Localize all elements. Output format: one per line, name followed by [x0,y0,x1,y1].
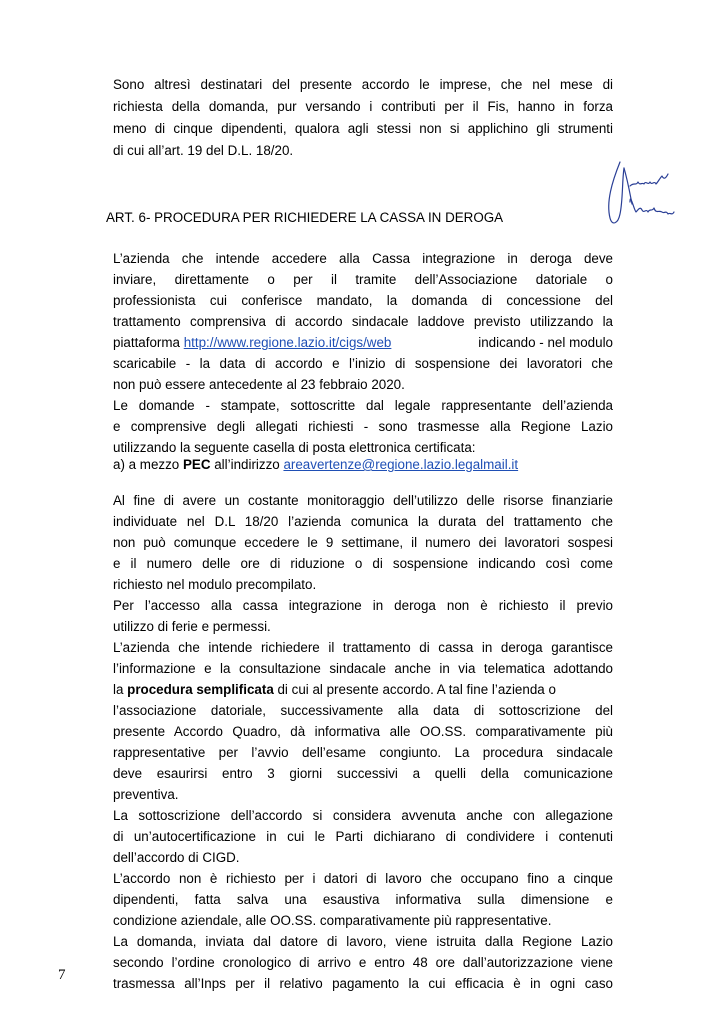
text-line: condizione aziendale, alle OO.SS. comparativamente più rappresentative. [113,913,552,928]
pec-email-link[interactable]: areavertenze@regione.lazio.legalmail.it [283,457,519,472]
text-line: meno di cinque dipendenti, qualora agli stessi non si applichino gli strumenti [113,121,613,136]
text-fragment: la [113,682,128,697]
text-line: deve esaurirsi entro 3 giorni successivi a quelli della comunicazione [113,766,613,781]
text-line: L’accordo non è richiesto per i datori di lavoro che occupano fino a cinque [113,871,613,886]
text-line: Sono altresì destinatari del presente accordo le imprese, che nel mese di [113,77,613,92]
text-line [113,333,613,353]
text-line: L’azienda che intende accedere alla Cassa integrazione in deroga deve [113,251,613,266]
text-line: e il numero delle ore di riduzione o di sospensione indicando così come [113,556,613,571]
text-line: di cui all’art. 19 del D.L. 18/20. [113,143,294,158]
text-line: dipendenti, fatta salva una esaustiva informativa sulla dimensione e [113,892,613,907]
text-line: rappresentative per l’avvio dell’esame congiunto. La procedura sindacale [113,745,613,760]
text-line: richiesto nel modulo precompilato. [113,577,317,592]
text-line [113,680,613,700]
text-line: e comprensive degli allegati richiesti - sono trasmesse alla Regione Lazio [113,419,613,434]
section-heading: ART. 6- PROCEDURA PER RICHIEDERE LA CASSA IN DEROGA [106,210,504,225]
text-line: richiesta della domanda, pur versando i contributi per il Fis, hanno in forza [113,99,613,114]
text-fragment: di cui al presente accordo. A tal fine l’azienda o [273,682,556,697]
text-line: professionista cui conferisce mandato, la domanda di concessione del [113,293,613,308]
text-fragment: piattaforma [113,335,184,350]
text-line: utilizzo di ferie e permessi. [113,619,271,634]
text-line: l’associazione datoriale, successivamente alla data di sottoscrizione del [113,703,613,718]
text-line: non può comunque eccedere le 9 settimane, il numero dei lavoratori sospesi [113,535,613,550]
text-line: Le domande - stampate, sottoscritte dal legale rappresentante dell’azienda [113,398,613,413]
text-line: Al fine di avere un costante monitoraggio dell’utilizzo delle risorse finanziarie [113,493,613,508]
text-line: L’azienda che intende richiedere il trattamento di cassa in deroga garantisce [113,640,613,655]
text-fragment: indicando - nel modulo [478,335,613,350]
text-line: secondo l’ordine cronologico di arrivo e entro 48 ore dall’autorizzazione viene [113,955,613,970]
text-line: individuate nel D.L 18/20 l’azienda comunica la durata del trattamento che [113,514,613,529]
text-line: utilizzando la seguente casella di posta elettronica certificata: [113,440,476,455]
platform-link[interactable]: http://www.regione.lazio.it/cigs/web [183,335,392,350]
text-line: non può essere antecedente al 23 febbraio 2020. [113,377,405,392]
text-line: presente Accordo Quadro, dà informativa alle OO.SS. comparativamente più [113,724,613,739]
page-number: 7 [58,967,66,983]
text-line: La domanda, inviata dal datore di lavoro, viene istruita dalla Regione Lazio [113,934,613,949]
text-line: La sottoscrizione dell’accordo si considera avvenuta anche con allegazione [113,808,613,823]
signature-icon [600,152,700,238]
text-line: Per l’accesso alla cassa integrazione in deroga non è richiesto il previo [113,598,613,613]
text-fragment: all’indirizzo [210,457,284,472]
text-line: l’informazione e la consultazione sindacale anche in via telematica adottando [113,661,613,676]
pec-label: PEC [182,457,211,472]
text-line: preventiva. [113,787,179,802]
text-line: trattamento comprensiva di accordo sindacale laddove previsto utilizzando la [113,314,613,329]
text-line: trasmessa all’Inps per il relativo pagamento la cui efficacia è in ogni caso [113,976,613,991]
text-line: inviare, direttamente o per il tramite dell’Associazione datoriale o [113,272,613,287]
text-line: dell’accordo di CIGD. [113,850,240,865]
text-fragment: a) a mezzo [113,457,183,472]
text-line: di un’autocertificazione in cui le Parti dichiarano di condividere i contenuti [113,829,613,844]
procedure-emphasis: procedura semplificata [127,682,274,697]
text-line: scaricabile - la data di accordo e l’inizio di sospensione dei lavoratori che [113,356,613,371]
text-line [113,455,518,475]
